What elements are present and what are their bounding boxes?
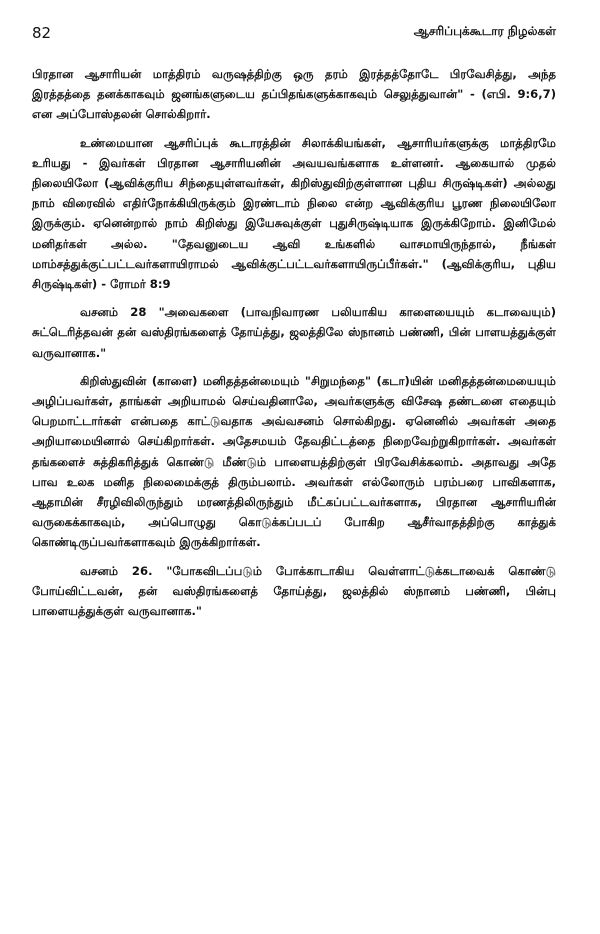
page-number: 82 <box>32 24 52 42</box>
running-title: ஆசரிப்புக்கூடார நிழல்கள் <box>413 24 556 38</box>
paragraph-5: வசனம் 26. "போகவிடப்படும் போக்காடாகிய வெள்ளாட்டுக்கடாவைக் கொண்டு போய்விட்டவன், தன் வஸ்திரங்களைத் தோய்த்து, ஜலத்தில் ஸ்நானம் பண்ணி, பின்பு பாளையத்துக்குள் வருவானாக." <box>32 563 556 619</box>
paragraph-2: உண்மையான ஆசரிப்புக் கூடாரத்தின் சிலாக்கியங்கள், ஆசாரியர்களுக்கு மாத்திரமே உரியது - இவர்கள் பிரதான ஆசாரியனின் அவயவங்களாக உள்ளனர். ஆகையால் முதல் நிலையிலோ (ஆவிக்குரிய சிந்தையுள்ளவர்கள், கிறிஸ்துவிற்குள்ளான புதிய சிருஷ்டிகள்) அல்லது நாம் விரைவில் எதிர்நோக்கியிருக்கும் இரண்டாம் நிலை என்ற ஆவிக்குரிய பூரண நிலையிலோ இருக்கும். ஏனென்றால் நாம் கிறிஸ்து இயேசுவுக்குள் புதுசிருஷ்டியாக இருக்கிறோம். இனிமேல் மனிதர்கள் அல்ல. "தேவனுடைய ஆவி உங்களில் வாசமாயிருந்தால், நீங்கள் மாம்சத்துக்குட்பட்டவர்களாயிராமல் ஆவிக்குட்பட்டவர்களாயிருப்பீர்கள்." (ஆவிக்குரிய, புதிய சிருஷ்டிகள்) - ரோமர் 8:9 <box>32 135 556 292</box>
paragraph-4: கிறிஸ்துவின் (காளை) மனிதத்தன்மையும் "சிறுமந்தை" (கடா)யின் மனிதத்தன்மையையும் அழிப்பவர்கள், தாங்கள் அறியாமல் செய்வதினாலே, அவர்களுக்கு விசேஷ தண்டனை எதையும் பெறமாட்டார்கள் என்பதை காட்டுவதாக அவ்வசனம் சொல்கிறது. ஏனெனில் அவர்கள் அதை அறியாமையினால் செய்கிறார்கள். அதேசமயம் தேவதிட்டத்தை நிறைவேற்றுகிறார்கள். அவர்கள் தங்களைச் சுத்திகரித்துக் கொண்டு மீண்டும் பாளையத்திற்குள் பிரவேசிக்கலாம். அதாவது அதே பாவ உலக மனித நிலைமைக்குத் திரும்பலாம். அவர்கள் எல்லோரும் பரம்பரை பாவிகளாக, ஆதாமின் சீரழிவிலிருந்தும் மரணத்திலிருந்தும் மீட்கப்பட்டவர்களாக, பிரதான ஆசாரியரின் வருகைக்காகவும், அப்பொழுது கொடுக்கப்படப் போகிற ஆசீர்வாதத்திற்கு காத்துக் கொண்டிருப்பவர்களாகவும் இருக்கிறார்கள். <box>32 373 556 550</box>
paragraph-3: வசனம் 28 "அவைகளை (பாவநிவாரண பலியாகிய காளையையும் கடாவையும்) சுட்டெரித்தவன் தன் வஸ்திரங்களைத் தோய்த்து, ஜலத்திலே ஸ்நானம் பண்ணி, பின் பாளயத்துக்குள் வருவானாக." <box>32 305 556 360</box>
page-header <box>32 20 556 64</box>
paragraph-1: பிரதான ஆசாரியன் மாத்திரம் வருஷத்திற்கு ஒரு தரம் இரத்தத்தோடே பிரவேசித்து, அந்த இரத்தத்தை தனக்காகவும் ஜனங்களுடைய தப்பிதங்களுக்காகவும் செலுத்துவான்" - (எபி. 9:6,7) என அப்போஸ்தலன் சொல்கிறார். <box>32 67 556 122</box>
